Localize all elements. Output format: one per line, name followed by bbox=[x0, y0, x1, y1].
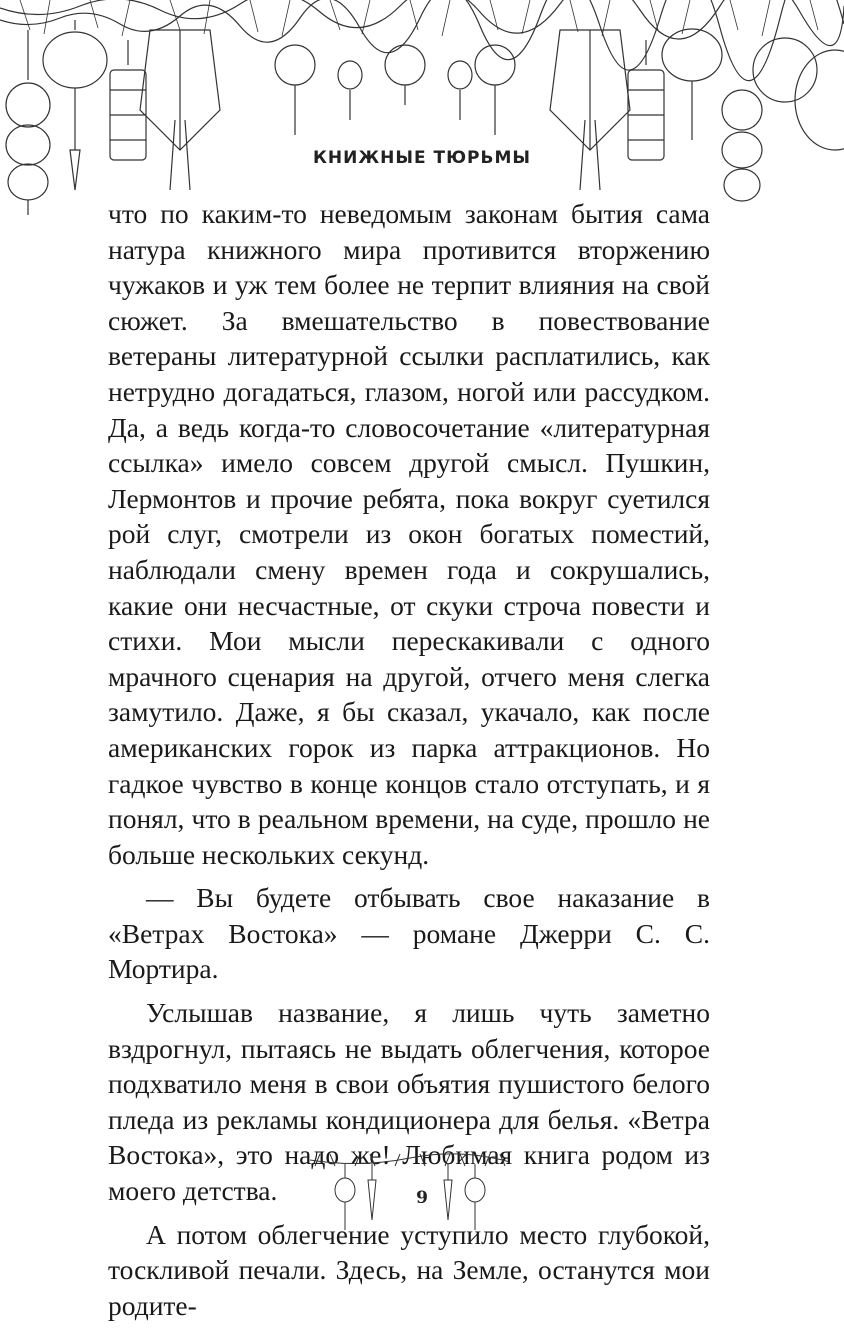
running-head: КНИЖНЫЕ ТЮРЬМЫ bbox=[312, 148, 532, 168]
lantern-garland-illustration bbox=[0, 0, 844, 220]
paragraph-4: А потом облегчение уступило место глубокой, тоскливой печали. Здесь, на Земле, останутся мои родите- bbox=[108, 1218, 710, 1321]
page-number: 9 bbox=[416, 1188, 428, 1208]
paragraph-3: Услышав название, я лишь чуть заметно вздрогнул, пытаясь не выдать облегчения, которое подхватило меня в свои объятия пушистого белого пледа из рекламы кондиционера для белья. «Ветра Востока», это надо же! Любимая книга родом из моего детства. bbox=[108, 997, 710, 1207]
paragraph-2: — Вы будете отбывать свое наказание в «Ветрах Востока» — романе Джерри С. С. Мортира. bbox=[108, 882, 710, 985]
paragraph-1: что по каким-то неведомым законам бытия сама натура книжного мира противится вторжению чужаков и уж тем более не терпит влияния на свой сюжет. За вмешательство в повествование ветераны литературной ссылки расплатились, как нетрудно догадаться, глазом, ногой или рассудком. Да, а ведь когда-то словосочетание «литературная ссылка» имело совсем другой смысл. Пушкин, Лермонтов и прочие ребята, пока вокруг суетился рой слуг, смотрели из окон богатых поместий, наблюдали смену времен года и сокрушались, какие они несчастные, от скуки строча повести и стихи. Мои мысли перескакивали с одного мрачного сценария на другой, отчего меня слегка замутило. Даже, я бы сказал, укачало, как после американских горок из парка аттракционов. Но гадкое чувство в конце концов стало отступать, и я понял, что в реальном времени, на суде, прошло не больше нескольких секунд. bbox=[108, 198, 710, 870]
